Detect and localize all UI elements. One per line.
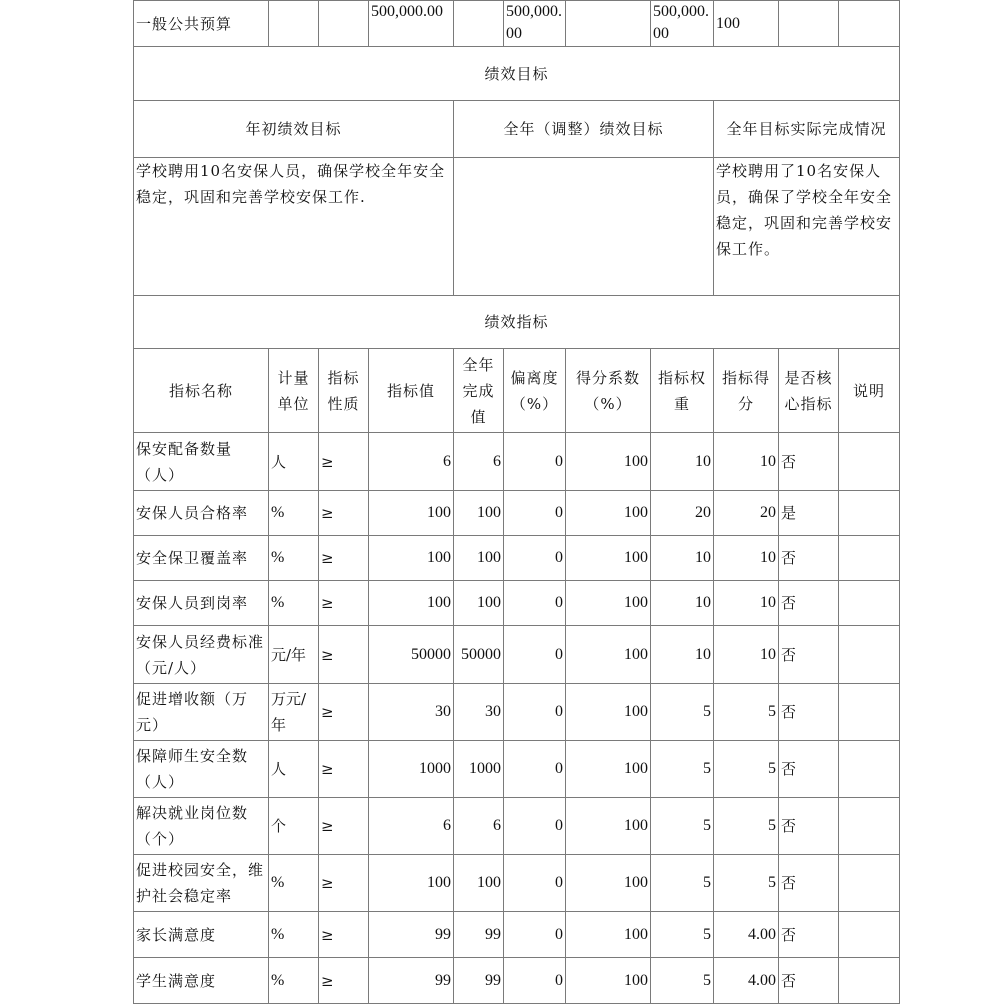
deviation: 0 <box>504 626 566 684</box>
is-core: 否 <box>779 855 839 912</box>
note <box>839 536 900 581</box>
score: 4.00 <box>714 912 779 958</box>
is-core: 否 <box>779 741 839 798</box>
note <box>839 684 900 741</box>
deviation: 0 <box>504 491 566 536</box>
deviation: 0 <box>504 958 566 1004</box>
target-value: 100 <box>369 536 454 581</box>
weight: 10 <box>651 536 714 581</box>
score: 10 <box>714 581 779 626</box>
is-core: 否 <box>779 626 839 684</box>
indicator-header: 指标得分 <box>714 349 779 433</box>
target-value: 100 <box>369 581 454 626</box>
adjusted-goal-text <box>454 158 714 296</box>
indicator-name: 安保人员到岗率 <box>134 581 269 626</box>
adjusted-goal-header: 全年（调整）绩效目标 <box>454 101 714 158</box>
nature: ≥ <box>319 491 369 536</box>
actual-value: 100 <box>454 581 504 626</box>
indicator-row <box>134 626 900 684</box>
target-value: 50000 <box>369 626 454 684</box>
note <box>839 798 900 855</box>
note <box>839 581 900 626</box>
actual-value: 1000 <box>454 741 504 798</box>
score: 5 <box>714 798 779 855</box>
is-core: 否 <box>779 536 839 581</box>
weight: 5 <box>651 798 714 855</box>
is-core: 否 <box>779 433 839 491</box>
target-value: 6 <box>369 433 454 491</box>
deviation: 0 <box>504 536 566 581</box>
budget-cell: 100 <box>714 1 779 47</box>
initial-goal-header: 年初绩效目标 <box>134 101 454 158</box>
score: 4.00 <box>714 958 779 1004</box>
indicator-name: 保障师生安全数（人） <box>134 741 269 798</box>
actual-value: 100 <box>454 536 504 581</box>
score-coefficient: 100 <box>566 684 651 741</box>
actual-value: 6 <box>454 433 504 491</box>
actual-value: 99 <box>454 958 504 1004</box>
budget-cell <box>454 1 504 47</box>
score: 5 <box>714 741 779 798</box>
score-coefficient: 100 <box>566 958 651 1004</box>
nature: ≥ <box>319 958 369 1004</box>
weight: 20 <box>651 491 714 536</box>
unit: 万元/年 <box>269 684 319 741</box>
note <box>839 741 900 798</box>
score-coefficient: 100 <box>566 798 651 855</box>
indicator-row <box>134 912 900 958</box>
score: 10 <box>714 626 779 684</box>
budget-cell: 500,000.00 <box>651 1 714 47</box>
score-coefficient: 100 <box>566 626 651 684</box>
indicator-row <box>134 491 900 536</box>
target-value: 30 <box>369 684 454 741</box>
budget-cell <box>566 1 651 47</box>
unit: 个 <box>269 798 319 855</box>
target-value: 6 <box>369 798 454 855</box>
indicator-header: 指标权重 <box>651 349 714 433</box>
actual-value: 50000 <box>454 626 504 684</box>
is-core: 否 <box>779 798 839 855</box>
weight: 5 <box>651 855 714 912</box>
note <box>839 958 900 1004</box>
score: 20 <box>714 491 779 536</box>
budget-cell <box>839 1 900 47</box>
indicator-name: 保安配备数量（人） <box>134 433 269 491</box>
indicator-header: 指标性质 <box>319 349 369 433</box>
target-value: 100 <box>369 855 454 912</box>
deviation: 0 <box>504 855 566 912</box>
score: 10 <box>714 433 779 491</box>
note <box>839 912 900 958</box>
unit: 人 <box>269 741 319 798</box>
budget-cell <box>319 1 369 47</box>
deviation: 0 <box>504 741 566 798</box>
weight: 10 <box>651 433 714 491</box>
deviation: 0 <box>504 433 566 491</box>
is-core: 否 <box>779 958 839 1004</box>
unit: % <box>269 581 319 626</box>
score-coefficient: 100 <box>566 536 651 581</box>
indicator-row <box>134 433 900 491</box>
actual-goal-header: 全年目标实际完成情况 <box>714 101 900 158</box>
is-core: 否 <box>779 912 839 958</box>
note <box>839 626 900 684</box>
indicator-name: 学生满意度 <box>134 958 269 1004</box>
nature: ≥ <box>319 798 369 855</box>
budget-row <box>134 1 900 47</box>
score-coefficient: 100 <box>566 491 651 536</box>
perf-goal-title: 绩效目标 <box>134 47 900 101</box>
nature: ≥ <box>319 741 369 798</box>
unit: % <box>269 958 319 1004</box>
actual-goal-text: 学校聘用了10名安保人员，确保了学校全年安全稳定，巩固和完善学校安保工作。 <box>714 158 900 296</box>
indicator-header: 得分系数（%） <box>566 349 651 433</box>
score-coefficient: 100 <box>566 581 651 626</box>
indicator-row <box>134 798 900 855</box>
actual-value: 30 <box>454 684 504 741</box>
actual-value: 6 <box>454 798 504 855</box>
unit: % <box>269 491 319 536</box>
unit: % <box>269 912 319 958</box>
target-value: 100 <box>369 491 454 536</box>
indicator-header: 说明 <box>839 349 900 433</box>
budget-cell <box>779 1 839 47</box>
indicator-header: 计量单位 <box>269 349 319 433</box>
deviation: 0 <box>504 581 566 626</box>
weight: 10 <box>651 581 714 626</box>
weight: 5 <box>651 912 714 958</box>
indicator-name: 安全保卫覆盖率 <box>134 536 269 581</box>
indicator-name: 安保人员经费标准（元/人） <box>134 626 269 684</box>
indicator-header: 是否核心指标 <box>779 349 839 433</box>
weight: 5 <box>651 684 714 741</box>
actual-value: 99 <box>454 912 504 958</box>
budget-cell: 500,000.00 <box>504 1 566 47</box>
score-coefficient: 100 <box>566 433 651 491</box>
score: 5 <box>714 855 779 912</box>
indicator-row <box>134 958 900 1004</box>
indicator-name: 解决就业岗位数（个） <box>134 798 269 855</box>
score-coefficient: 100 <box>566 912 651 958</box>
nature: ≥ <box>319 626 369 684</box>
nature: ≥ <box>319 433 369 491</box>
nature: ≥ <box>319 581 369 626</box>
performance-table <box>133 0 900 1004</box>
indicator-row <box>134 536 900 581</box>
indicator-name: 促进校园安全，维护社会稳定率 <box>134 855 269 912</box>
nature: ≥ <box>319 536 369 581</box>
unit: 元/年 <box>269 626 319 684</box>
note <box>839 855 900 912</box>
deviation: 0 <box>504 798 566 855</box>
note <box>839 491 900 536</box>
unit: % <box>269 855 319 912</box>
weight: 10 <box>651 626 714 684</box>
indicator-row <box>134 684 900 741</box>
weight: 5 <box>651 958 714 1004</box>
budget-name: 一般公共预算 <box>134 1 269 47</box>
indicator-header-row <box>134 349 900 433</box>
indicator-header: 偏离度（%） <box>504 349 566 433</box>
indicator-header: 指标名称 <box>134 349 269 433</box>
score: 5 <box>714 684 779 741</box>
initial-goal-text: 学校聘用10名安保人员，确保学校全年安全稳定，巩固和完善学校安保工作. <box>134 158 454 296</box>
indicator-name: 家长满意度 <box>134 912 269 958</box>
perf-indicator-title: 绩效指标 <box>134 296 900 349</box>
indicator-name: 促进增收额（万元） <box>134 684 269 741</box>
score-coefficient: 100 <box>566 741 651 798</box>
indicator-row <box>134 741 900 798</box>
indicator-header: 全年完成值 <box>454 349 504 433</box>
target-value: 99 <box>369 958 454 1004</box>
actual-value: 100 <box>454 491 504 536</box>
indicator-row <box>134 581 900 626</box>
budget-cell: 500,000.00 <box>369 1 454 47</box>
is-core: 否 <box>779 581 839 626</box>
indicator-header: 指标值 <box>369 349 454 433</box>
score: 10 <box>714 536 779 581</box>
nature: ≥ <box>319 912 369 958</box>
indicator-name: 安保人员合格率 <box>134 491 269 536</box>
is-core: 是 <box>779 491 839 536</box>
indicator-row <box>134 855 900 912</box>
is-core: 否 <box>779 684 839 741</box>
nature: ≥ <box>319 855 369 912</box>
actual-value: 100 <box>454 855 504 912</box>
deviation: 0 <box>504 684 566 741</box>
nature: ≥ <box>319 684 369 741</box>
score-coefficient: 100 <box>566 855 651 912</box>
target-value: 1000 <box>369 741 454 798</box>
unit: 人 <box>269 433 319 491</box>
note <box>839 433 900 491</box>
target-value: 99 <box>369 912 454 958</box>
budget-cell <box>269 1 319 47</box>
weight: 5 <box>651 741 714 798</box>
deviation: 0 <box>504 912 566 958</box>
unit: % <box>269 536 319 581</box>
